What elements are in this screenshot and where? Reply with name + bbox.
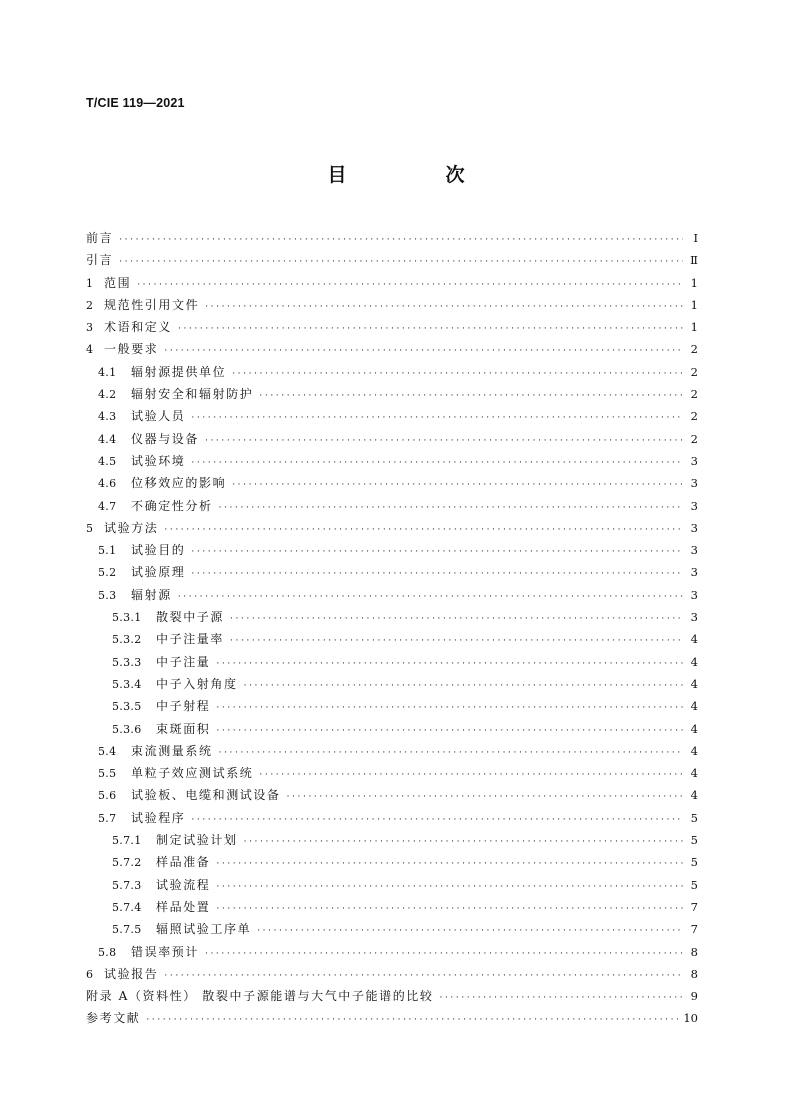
toc-entry[interactable] bbox=[86, 1007, 698, 1029]
toc-entry[interactable] bbox=[86, 495, 698, 517]
toc-entry-page: 5 bbox=[690, 877, 698, 892]
toc-entry-number: 5.5 bbox=[98, 767, 117, 781]
toc-leader-dots bbox=[178, 586, 683, 608]
toc-entry[interactable] bbox=[86, 428, 698, 450]
toc-entry-page: 9 bbox=[690, 989, 698, 1004]
toc-entry-title: 试验方法 bbox=[104, 520, 159, 535]
toc-entry[interactable] bbox=[86, 338, 698, 360]
toc-entry-title: 样品准备 bbox=[156, 855, 211, 870]
toc-leader-dots bbox=[230, 608, 683, 630]
page-title: 目 次 bbox=[327, 164, 505, 186]
toc-leader-dots bbox=[119, 229, 683, 251]
toc-entry-title: 引言 bbox=[86, 253, 114, 268]
toc-entry-page: 3 bbox=[690, 453, 698, 468]
toc-entry-page: 1 bbox=[690, 297, 698, 312]
toc-entry-page: 2 bbox=[690, 387, 698, 402]
toc-leader-dots bbox=[146, 1009, 678, 1031]
toc-entry-number: 5.7.5 bbox=[112, 923, 142, 937]
toc-entry-page: 4 bbox=[690, 743, 698, 758]
toc-leader-dots bbox=[216, 876, 683, 898]
toc-leader-dots bbox=[244, 831, 683, 853]
toc-entry-page: 5 bbox=[690, 855, 698, 870]
toc-entry[interactable] bbox=[86, 941, 698, 963]
toc-leader-dots bbox=[244, 675, 683, 697]
toc-entry-page: 3 bbox=[690, 520, 698, 535]
toc-entry[interactable] bbox=[86, 874, 698, 896]
toc-entry-page: 5 bbox=[690, 833, 698, 848]
toc-entry-title: 试验程序 bbox=[131, 810, 186, 825]
toc-entry-title: 散裂中子源 bbox=[156, 610, 225, 625]
toc-entry-number: 5.3.6 bbox=[112, 722, 142, 736]
toc-entry[interactable] bbox=[86, 405, 698, 427]
toc-entry-title: 束斑面积 bbox=[156, 721, 211, 736]
toc-entry-page: 7 bbox=[690, 922, 698, 937]
toc-entry-page: 2 bbox=[690, 431, 698, 446]
toc-entry-page: 7 bbox=[690, 899, 698, 914]
toc-entry-page: 3 bbox=[690, 587, 698, 602]
toc-entry-number: 5.7.2 bbox=[112, 856, 142, 870]
toc-entry-number: 5.1 bbox=[98, 544, 117, 558]
toc-leader-dots bbox=[219, 742, 683, 764]
toc-entry-page: 1 bbox=[690, 320, 698, 335]
toc-leader-dots bbox=[230, 630, 683, 652]
toc-entry-title: 束流测量系统 bbox=[131, 743, 213, 758]
toc-entry[interactable] bbox=[86, 472, 698, 494]
toc-entry[interactable] bbox=[86, 651, 698, 673]
toc-entry-page: 10 bbox=[683, 1011, 698, 1026]
toc-leader-dots bbox=[259, 385, 683, 407]
toc-entry[interactable] bbox=[86, 227, 698, 249]
toc-entry-title: 范围 bbox=[104, 275, 132, 290]
toc-entry-number: 5.2 bbox=[98, 566, 117, 580]
toc-entry[interactable] bbox=[86, 784, 698, 806]
toc-entry-title: 试验环境 bbox=[131, 453, 186, 468]
toc-entry[interactable] bbox=[86, 539, 698, 561]
toc-entry-number: 5.7 bbox=[98, 811, 117, 825]
toc-entry-title: 中子射程 bbox=[156, 699, 211, 714]
toc-entry-title: 试验人员 bbox=[131, 409, 186, 424]
toc-entry-number: 4.3 bbox=[98, 410, 117, 424]
toc-leader-dots bbox=[216, 697, 683, 719]
toc-leader-dots bbox=[191, 452, 683, 474]
toc-entry-number: 2 bbox=[86, 298, 94, 312]
toc-leader-dots bbox=[216, 853, 683, 875]
toc-leader-dots bbox=[178, 318, 683, 340]
toc-entry-number: 5.7.4 bbox=[112, 900, 142, 914]
toc-entry[interactable] bbox=[86, 918, 698, 940]
toc-entry-page: 4 bbox=[690, 676, 698, 691]
toc-entry[interactable] bbox=[86, 628, 698, 650]
toc-entry-title: 中子注量率 bbox=[156, 632, 225, 647]
toc-entry-number: 4.7 bbox=[98, 499, 117, 513]
toc-leader-dots bbox=[287, 786, 683, 808]
toc-entry-page: 4 bbox=[690, 788, 698, 803]
toc-leader-dots bbox=[205, 943, 683, 965]
toc-entry[interactable] bbox=[86, 718, 698, 740]
toc-leader-dots bbox=[164, 519, 683, 541]
toc-entry-title: 规范性引用文件 bbox=[104, 297, 200, 312]
toc-leader-dots bbox=[216, 898, 683, 920]
toc-entry-page: 4 bbox=[690, 766, 698, 781]
toc-entry-page: 2 bbox=[690, 364, 698, 379]
table-of-contents bbox=[86, 227, 698, 1030]
toc-entry-number: 4 bbox=[86, 343, 94, 357]
toc-entry-title: 试验板、电缆和测试设备 bbox=[131, 788, 281, 803]
toc-entry[interactable] bbox=[86, 673, 698, 695]
toc-entry-number: 5.3.5 bbox=[112, 700, 142, 714]
toc-entry-number: 4.4 bbox=[98, 432, 117, 446]
toc-entry-page: 3 bbox=[690, 610, 698, 625]
toc-entry-number: 4.1 bbox=[98, 365, 117, 379]
toc-entry-number: 3 bbox=[86, 321, 94, 335]
toc-entry-title: 样品处置 bbox=[156, 899, 211, 914]
toc-entry[interactable] bbox=[86, 762, 698, 784]
toc-entry-number: 5.3.1 bbox=[112, 611, 142, 625]
toc-entry-page: 8 bbox=[690, 966, 698, 981]
toc-entry-number: 5.7.3 bbox=[112, 878, 142, 892]
toc-entry[interactable] bbox=[86, 606, 698, 628]
toc-entry[interactable] bbox=[86, 316, 698, 338]
toc-entry[interactable] bbox=[86, 249, 698, 271]
toc-entry-title: 仪器与设备 bbox=[131, 431, 200, 446]
toc-entry-number: 6 bbox=[86, 967, 94, 981]
toc-entry-title: 试验目的 bbox=[131, 543, 186, 558]
toc-entry-number: 5.4 bbox=[98, 744, 117, 758]
toc-leader-dots bbox=[137, 274, 683, 296]
toc-entry-page: Ⅰ bbox=[693, 231, 698, 245]
toc-entry-page: 8 bbox=[690, 944, 698, 959]
toc-entry-title: 中子入射角度 bbox=[156, 676, 238, 691]
toc-entry-title: 试验流程 bbox=[156, 877, 211, 892]
toc-entry[interactable] bbox=[86, 272, 698, 294]
toc-entry[interactable] bbox=[86, 561, 698, 583]
toc-entry-page: 4 bbox=[690, 699, 698, 714]
toc-entry-title: 术语和定义 bbox=[104, 320, 173, 335]
toc-entry[interactable] bbox=[86, 851, 698, 873]
toc-entry[interactable] bbox=[86, 829, 698, 851]
toc-entry-number: 5 bbox=[86, 521, 94, 535]
toc-entry-page: 1 bbox=[690, 275, 698, 290]
toc-entry-page: 3 bbox=[690, 543, 698, 558]
toc-entry-title: 参考文献 bbox=[86, 1011, 141, 1026]
toc-leader-dots bbox=[232, 474, 683, 496]
toc-entry[interactable] bbox=[86, 807, 698, 829]
toc-entry-page: 4 bbox=[690, 654, 698, 669]
toc-entry-number: 5.3.2 bbox=[112, 633, 142, 647]
toc-entry-number: 5.6 bbox=[98, 789, 117, 803]
toc-entry-page: 2 bbox=[690, 342, 698, 357]
toc-leader-dots bbox=[164, 965, 683, 987]
toc-leader-dots bbox=[191, 407, 683, 429]
toc-entry-page: 4 bbox=[690, 632, 698, 647]
document-code: T/CIE 119—2021 bbox=[86, 96, 185, 110]
toc-leader-dots bbox=[119, 251, 683, 273]
toc-entry-title: 单粒子效应测试系统 bbox=[131, 766, 254, 781]
toc-entry-number: 5.3 bbox=[98, 588, 117, 602]
toc-entry-number: 5.8 bbox=[98, 945, 117, 959]
toc-entry-title: 不确定性分析 bbox=[131, 498, 213, 513]
toc-leader-dots bbox=[440, 987, 684, 1009]
toc-leader-dots bbox=[191, 541, 683, 563]
toc-leader-dots bbox=[216, 653, 683, 675]
toc-entry-page: 3 bbox=[690, 565, 698, 580]
toc-entry[interactable] bbox=[86, 294, 698, 316]
toc-entry[interactable] bbox=[86, 361, 698, 383]
toc-entry[interactable] bbox=[86, 517, 698, 539]
toc-entry[interactable] bbox=[86, 740, 698, 762]
toc-entry-title: 中子注量 bbox=[156, 654, 211, 669]
toc-entry[interactable] bbox=[86, 383, 698, 405]
toc-leader-dots bbox=[259, 764, 683, 786]
toc-leader-dots bbox=[164, 340, 683, 362]
toc-leader-dots bbox=[232, 363, 683, 385]
toc-leader-dots bbox=[216, 720, 683, 742]
toc-entry-number: 5.3.3 bbox=[112, 655, 142, 669]
toc-entry-page: 5 bbox=[690, 810, 698, 825]
toc-entry-number: 5.3.4 bbox=[112, 677, 142, 691]
toc-entry-title: 辐射源提供单位 bbox=[131, 364, 227, 379]
toc-entry[interactable] bbox=[86, 896, 698, 918]
toc-entry-number: 1 bbox=[86, 276, 94, 290]
toc-leader-dots bbox=[191, 809, 683, 831]
toc-entry-page: Ⅱ bbox=[690, 253, 698, 268]
toc-entry-title: 附录 A（资料性） 散裂中子源能谱与大气中子能谱的比较 bbox=[86, 989, 434, 1004]
toc-entry-title: 辐照试验工序单 bbox=[156, 922, 252, 937]
toc-leader-dots bbox=[205, 430, 683, 452]
toc-leader-dots bbox=[219, 497, 683, 519]
toc-entry-title: 制定试验计划 bbox=[156, 833, 238, 848]
toc-entry[interactable] bbox=[86, 963, 698, 985]
toc-entry[interactable] bbox=[86, 695, 698, 717]
toc-entry-number: 4.5 bbox=[98, 454, 117, 468]
toc-entry-title: 试验报告 bbox=[104, 966, 159, 981]
toc-entry-page: 2 bbox=[690, 409, 698, 424]
toc-entry-title: 前言 bbox=[86, 231, 114, 245]
toc-leader-dots bbox=[257, 920, 683, 942]
toc-entry-page: 4 bbox=[690, 721, 698, 736]
toc-leader-dots bbox=[191, 563, 683, 585]
toc-entry-page: 3 bbox=[690, 476, 698, 491]
toc-entry-number: 4.6 bbox=[98, 477, 117, 491]
toc-entry[interactable] bbox=[86, 584, 698, 606]
toc-entry-number: 5.7.1 bbox=[112, 834, 142, 848]
toc-entry-number: 4.2 bbox=[98, 388, 117, 402]
toc-entry-title: 位移效应的影响 bbox=[131, 476, 227, 491]
toc-entry-title: 辐射安全和辐射防护 bbox=[131, 387, 254, 402]
toc-entry-title: 一般要求 bbox=[104, 342, 159, 357]
toc-entry-title: 辐射源 bbox=[131, 587, 172, 602]
toc-leader-dots bbox=[205, 296, 683, 318]
toc-entry-title: 错误率预计 bbox=[131, 944, 200, 959]
toc-entry[interactable] bbox=[86, 985, 698, 1007]
toc-entry[interactable] bbox=[86, 450, 698, 472]
toc-entry-page: 3 bbox=[690, 498, 698, 513]
toc-entry-title: 试验原理 bbox=[131, 565, 186, 580]
